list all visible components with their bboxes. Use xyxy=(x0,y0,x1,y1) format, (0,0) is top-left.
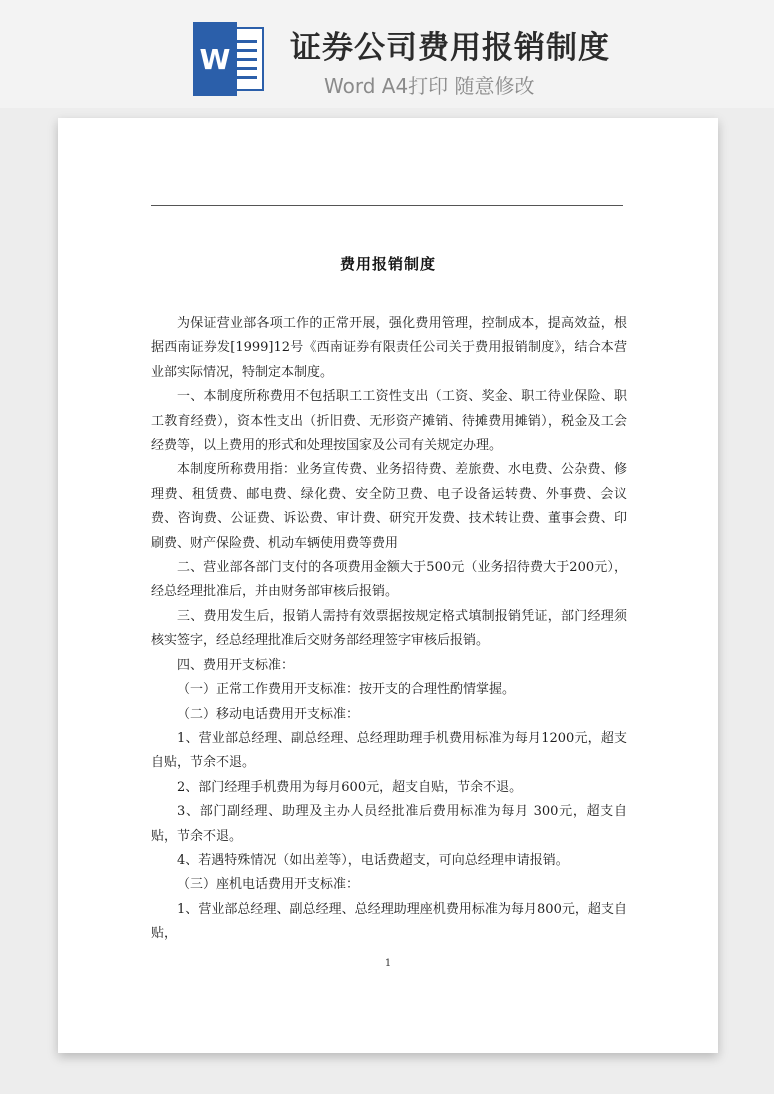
paragraph: 1、营业部总经理、副总经理、总经理助理手机费用标准为每月1200元，超支自贴，节余不退。 xyxy=(151,730,627,771)
paragraph: 四、费用开支标准： xyxy=(177,657,295,673)
paragraph: 为保证营业部各项工作的正常开展，强化费用管理，控制成本，提高效益，根据西南证券发[1999]12号《西南证券有限责任公司关于费用报销制度》，结合本营业部实际情况，特制定本制度。 xyxy=(151,316,627,380)
document-title: 费用报销制度 xyxy=(339,255,436,273)
header-rule xyxy=(151,205,623,206)
paragraph: （三）座机电话费用开支标准： xyxy=(177,877,360,893)
paragraph: 3、部门副经理、助理及主办人员经批准后费用标准为每月 300元，超支自贴，节余不退。 xyxy=(151,804,627,844)
word-icon-letter: W xyxy=(199,43,231,76)
page-number: 1 xyxy=(384,958,392,969)
paragraph: 4、若遇特殊情况（如出差等），电话费超支，可向总经理申请报销。 xyxy=(177,852,569,868)
paragraph: 一、本制度所称费用不包括职工工资性支出（工资、奖金、职工待业保险、职工教育经费），资本性支出（折旧费、无形资产摊销、待摊费用摊销），税金及工会经费等，以上费用的形式和处理按国家及公司有关规定办理。 xyxy=(151,389,627,454)
paragraph: 三、费用发生后，报销人需持有效票据按规定格式填制报销凭证，部门经理须核实签字，经总经理批准后交财务部经理签字审核后报销。 xyxy=(151,608,627,649)
banner-subtitle: Word A4打印 随意修改 xyxy=(324,74,535,98)
document-page xyxy=(58,118,718,1053)
banner-title: 证券公司费用报销制度 xyxy=(290,30,610,66)
paragraph: 2、部门经理手机费用为每月600元，超支自贴，节余不退。 xyxy=(177,779,523,795)
paragraph: 1、营业部总经理、副总经理、总经理助理座机费用标准为每月800元，超支自贴， xyxy=(151,901,627,942)
document-body xyxy=(151,312,627,947)
word-document-icon xyxy=(193,22,265,96)
paragraph: 二、营业部各部门支付的各项费用金额大于500元（业务招待费大于200元），经总经理批准后，并由财务部审核后报销。 xyxy=(151,560,627,600)
banner xyxy=(0,0,774,108)
paragraph: （一）正常工作费用开支标准：按开支的合理性酌情掌握。 xyxy=(177,682,516,698)
paragraph: （二）移动电话费用开支标准： xyxy=(177,706,360,722)
paragraph: 本制度所称费用指：业务宣传费、业务招待费、差旅费、水电费、公杂费、修理费、租赁费、邮电费、绿化费、安全防卫费、电子设备运转费、外事费、会议费、咨询费、公证费、诉讼费、审计费、研究开发费、技术转让费、董事会费、印刷费、财产保险费、机动车辆使用费等费用 xyxy=(151,462,627,551)
